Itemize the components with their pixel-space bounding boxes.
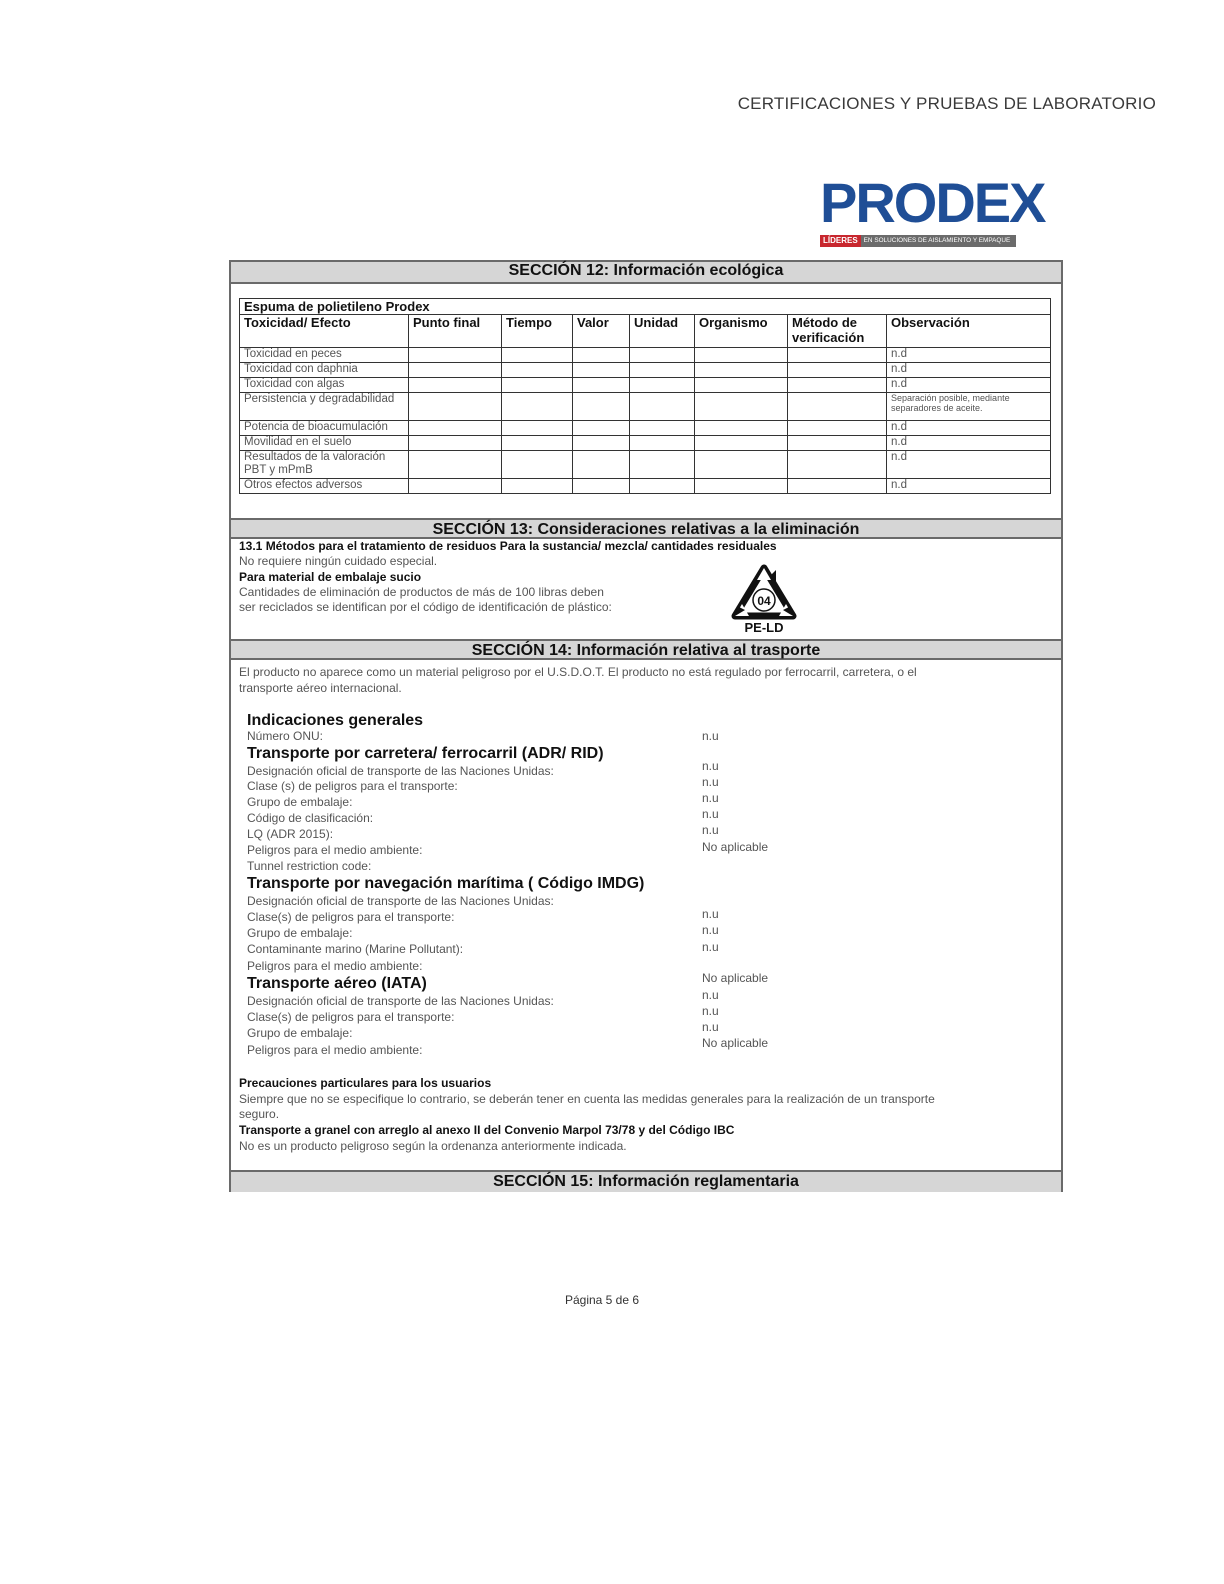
field-value: n.u [702,807,719,821]
section-14-intro: transporte aéreo internacional. [239,681,402,695]
field-label: Tunnel restriction code: [247,859,372,873]
sea-transport-heading: Transporte por navegación marítima ( Código IMDG) [247,875,645,892]
field-value: n.u [702,823,719,837]
field-value: n.u [702,988,719,1002]
table-row [240,436,1051,451]
table-product-name: Espuma de polietileno Prodex [240,299,1051,315]
effect-cell: Resultados de la valoración PBT y mPmB [240,451,409,479]
effect-cell: Toxicidad con daphnia [240,363,409,378]
field-value: n.u [702,923,719,937]
section-13-text: ser reciclados se identifican por el código de identificación de plástico: [239,600,612,614]
observation-cell: Separación posible, mediante separadores de aceite. [887,393,1051,421]
field-value: n.u [702,940,719,954]
field-value: n.u [702,791,719,805]
col-header: Valor [573,315,630,348]
section-13-text: Cantidades de eliminación de productos de más de 100 libras deben [239,585,604,599]
observation-cell: n.d [887,348,1051,363]
prodex-logo [820,171,1045,251]
table-row [240,479,1051,494]
col-header: Punto final [409,315,502,348]
field-label: Grupo de embalaje: [247,795,353,809]
field-label: Peligros para el medio ambiente: [247,1043,423,1057]
table-row [240,451,1051,479]
section-13-header: SECCIÓN 13: Consideraciones relativas a la eliminación [231,518,1061,539]
field-label: Designación oficial de transporte de las Naciones Unidas: [247,764,554,778]
precautions-heading: Precauciones particulares para los usuarios [239,1076,492,1090]
section-13-subheading: Para material de embalaje sucio [239,570,422,584]
table-row [240,348,1051,363]
field-value: n.u [702,1004,719,1018]
section-14-intro: El producto no aparece como un material peligroso por el U.S.D.O.T. El producto no está regulado por ferrocarril, carretera, o el [239,665,917,679]
col-header: Observación [887,315,1051,348]
road-transport-heading: Transporte por carretera/ ferrocarril (ADR/ RID) [247,745,604,762]
field-value: n.u [702,1020,719,1034]
section-12-header: SECCIÓN 12: Información ecológica [231,262,1061,284]
observation-cell: n.d [887,363,1051,378]
logo-leader-label: LÍDERES [820,235,861,247]
field-label: Clase(s) de peligros para el transporte: [247,1010,455,1024]
field-label: Clase (s) de peligros para el transporte: [247,779,458,793]
precautions-text: Siempre que no se especifique lo contrario, se deberán tener en cuenta las medidas generales para la realización de un transporte [239,1092,935,1106]
field-label: Grupo de embalaje: [247,926,353,940]
field-label: Peligros para el medio ambiente: [247,959,423,973]
effect-cell: Potencia de bioacumulación [240,421,409,436]
observation-cell: n.d [887,436,1051,451]
table-row [240,393,1051,421]
bulk-transport-text: No es un producto peligroso según la ordenanza anteriormente indicada. [239,1139,627,1153]
observation-cell: n.d [887,378,1051,393]
col-header: Unidad [630,315,695,348]
observation-cell: n.d [887,479,1051,494]
logo-tagline: EN SOLUCIONES DE AISLAMIENTO Y EMPAQUE [861,235,1016,247]
section-14-header: SECCIÓN 14: Información relativa al trasporte [231,639,1061,660]
table-row [240,421,1051,436]
recycle-code: 04 [757,594,771,608]
section-13-text: No requiere ningún cuidado especial. [239,554,438,568]
recycle-label: PE-LD [744,620,784,635]
ecological-info-table [239,298,1051,494]
air-transport-heading: Transporte aéreo (IATA) [247,975,427,992]
section-15-header: SECCIÓN 15: Información reglamentaria [231,1170,1061,1192]
field-label: Número ONU: [247,729,324,743]
field-value: No aplicable [702,840,769,854]
page-number: Página 5 de 6 [564,1293,640,1307]
table-row [240,363,1051,378]
field-label: Designación oficial de transporte de las Naciones Unidas: [247,894,554,908]
effect-cell: Otros efectos adversos [240,479,409,494]
field-value: n.u [702,759,719,773]
field-label: Código de clasificación: [247,811,374,825]
col-header: Toxicidad/ Efecto [240,315,409,348]
field-label: Clase(s) de peligros para el transporte: [247,910,455,924]
field-value: n.u [702,729,719,743]
effect-cell: Toxicidad en peces [240,348,409,363]
document-header-title: CERTIFICACIONES Y PRUEBAS DE LABORATORIO [737,94,1156,113]
col-header: Método de verificación [788,315,887,348]
logo-wordmark: PRODEX [820,171,1045,234]
field-label: LQ (ADR 2015): [247,827,334,841]
recycle-icon [729,564,799,636]
precautions-text: seguro. [239,1107,280,1121]
field-value: No aplicable [702,1036,769,1050]
field-label: Contaminante marino (Marine Pollutant): [247,942,464,956]
safety-data-sheet-page [229,260,1063,1192]
field-label: Peligros para el medio ambiente: [247,843,423,857]
observation-cell: n.d [887,451,1051,479]
effect-cell: Persistencia y degradabilidad [240,393,409,421]
effect-cell: Movilidad en el suelo [240,436,409,451]
section-13-subheading: 13.1 Métodos para el tratamiento de residuos Para la sustancia/ mezcla/ cantidades residuales [239,539,777,553]
observation-cell: n.d [887,421,1051,436]
field-value: n.u [702,907,719,921]
col-header: Tiempo [502,315,573,348]
effect-cell: Toxicidad con algas [240,378,409,393]
col-header: Organismo [695,315,788,348]
field-label: Grupo de embalaje: [247,1026,353,1040]
field-value: n.u [702,775,719,789]
table-row [240,378,1051,393]
logo-tagline-bar [820,235,1016,247]
field-label: Designación oficial de transporte de las Naciones Unidas: [247,994,554,1008]
general-heading: Indicaciones generales [247,712,424,729]
field-value: No aplicable [702,971,769,985]
bulk-transport-heading: Transporte a granel con arreglo al anexo II del Convenio Marpol 73/78 y del Código IBC [239,1123,735,1137]
